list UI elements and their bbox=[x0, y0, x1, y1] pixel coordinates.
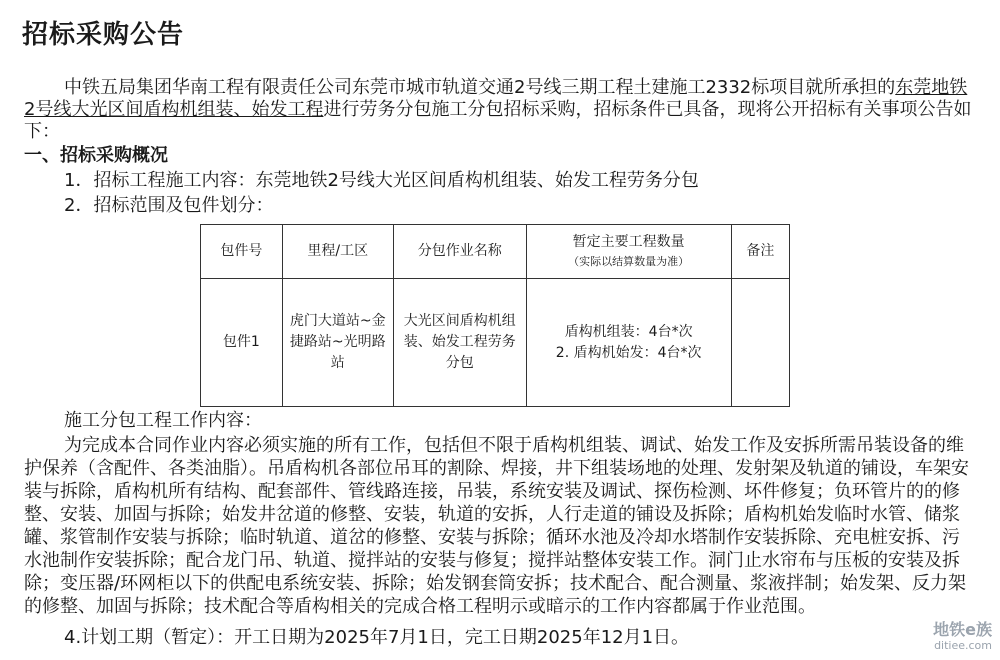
scope-heading: 施工分包工程工作内容： bbox=[64, 410, 262, 431]
scope-paragraph: 为完成本合同作业内容必须实施的所有工作，包括但不限于盾构机组装、调试、始发工作及安拆所需吊装设备的维护保养（含配件、各类油脂）。吊盾构机各部位吊耳的割除、焊接，井下组装场地的处理、发射架及轨道的铺设，车架安装与拆除，盾构机所有结构、配套部件、管线路连接，吊装，系统安装及调试、探伤检测、坏件修复；负环管片的的修整、安装、加固与拆除；始发井岔道的修整、安装，轨道的安拆，人行走道的铺设及拆除；盾构机始发临时水管、储浆罐、浆管制作安装与拆除；临时轨道、道岔的修整、安装与拆除；循环水池及冷却水塔制作安装拆除、充电桩安拆、污水池制作安装拆除；配合龙门吊、轨道、搅拌站的安装与修复；搅拌站整体安装工作。洞门止水帘布与压板的安装及拆除；变压器/环网柜以下的供配电系统安装、拆除；始发钢套筒安拆；技术配合、配合测量、浆液拌制；始发架、反力架的修整、加固与拆除；技术配合等盾构相关的完成合格工程明示或暗示的工作内容都属于作业范围。 bbox=[24, 435, 969, 617]
quantity-line-2: 2. 盾构机始发：4台*次 bbox=[555, 344, 702, 361]
quantity-line-1: 盾构机组装：4台*次 bbox=[564, 323, 693, 340]
table-row bbox=[201, 279, 790, 407]
intro-text-part1: 中铁五局集团华南工程有限责任公司东莞市城市轨道交通2号线三期工程土建施工2332标项目就所承担的 bbox=[64, 77, 896, 98]
schedule-line: 4.计划工期（暂定）：开工日期为2025年7月1日，完工日期2025年12月1日。 bbox=[64, 627, 690, 648]
item-scope-division: 2．招标范围及包件划分： bbox=[64, 195, 274, 216]
table-header-row bbox=[201, 225, 790, 279]
cell-work: 大光区间盾构机组装、始发工程劳务分包 bbox=[393, 279, 526, 407]
header-note: 备注 bbox=[731, 225, 789, 279]
page-title: 招标采购公告 bbox=[22, 20, 185, 50]
project-name-link[interactable]: 东莞地铁2号线大光区间盾构机组装、始发工程 bbox=[24, 77, 968, 120]
site-watermark bbox=[933, 622, 992, 654]
header-quantity bbox=[526, 225, 731, 279]
header-lot: 包件号 bbox=[201, 225, 283, 279]
watermark-logo-text: 地铁e族 bbox=[933, 620, 992, 639]
header-work: 分包作业名称 bbox=[393, 225, 526, 279]
cell-range: 虎门大道站~金捷路站~光明路站 bbox=[282, 279, 393, 407]
lots-table bbox=[200, 224, 790, 407]
section-heading-overview: 一、招标采购概况 bbox=[24, 145, 168, 166]
cell-quantity bbox=[526, 279, 731, 407]
intro-text-part2: 进行劳务分包施工分包招标采购，招标条件已具备，现将公开招标有关事项公告如下： bbox=[24, 99, 972, 142]
header-range: 里程/工区 bbox=[282, 225, 393, 279]
header-quantity-label: 暂定主要工程数量 bbox=[572, 234, 685, 250]
header-quantity-note: （实际以结算数量为准） bbox=[568, 255, 690, 268]
item-construction-content: 1．招标工程施工内容：东莞地铁2号线大光区间盾构机组装、始发工程劳务分包 bbox=[64, 170, 699, 191]
cell-lot: 包件1 bbox=[201, 279, 283, 407]
cell-note bbox=[731, 279, 789, 407]
watermark-domain: ditiee.com bbox=[934, 639, 992, 652]
intro-paragraph bbox=[24, 77, 974, 143]
